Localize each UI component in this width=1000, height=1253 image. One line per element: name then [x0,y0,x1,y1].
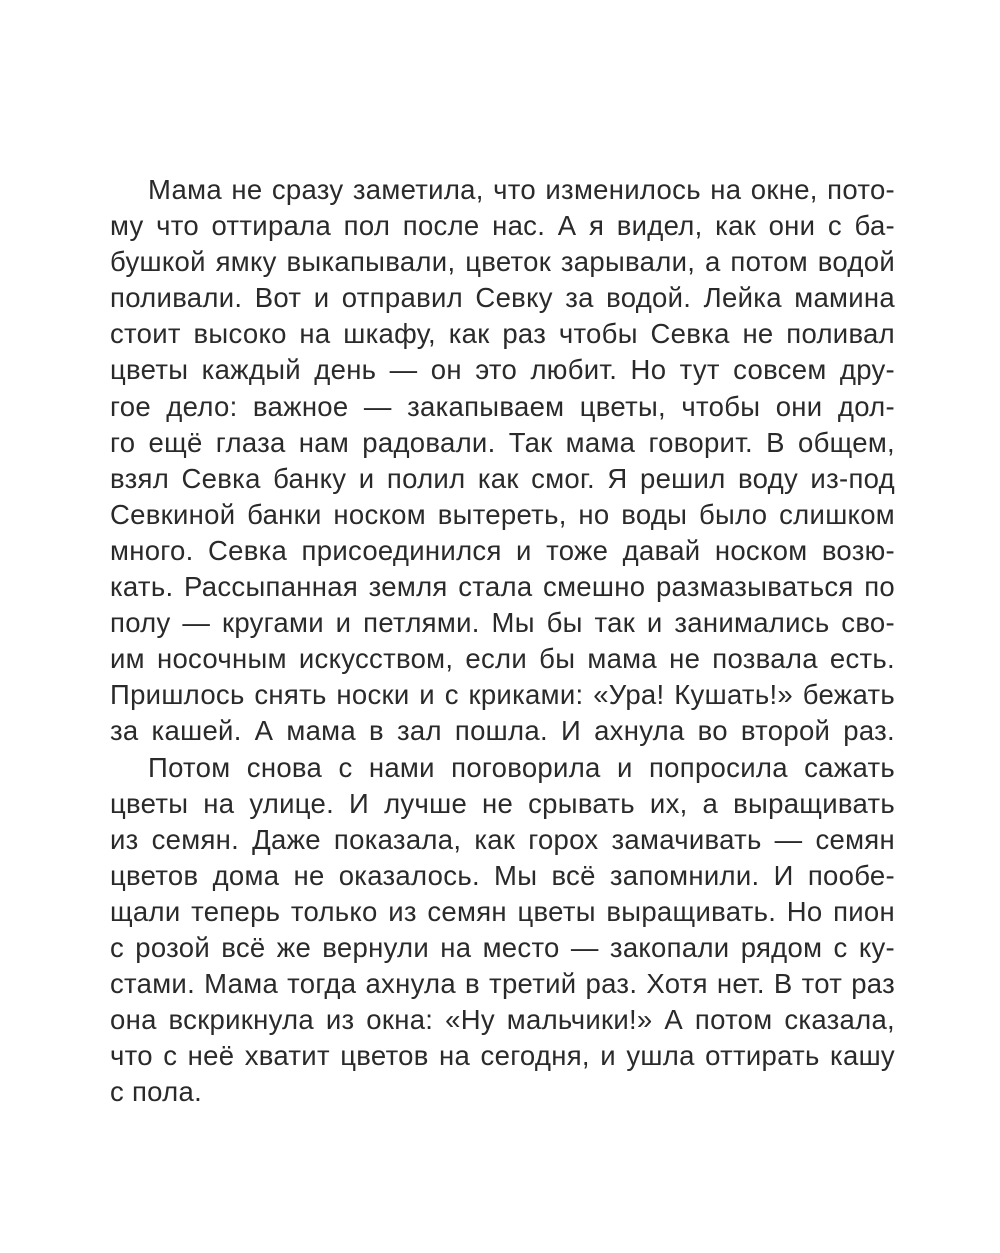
text-line: цветов дома не оказалось. Мы всё запомнили. И пообе- [110,859,895,891]
text-line: цветы на улице. И лучше не срывать их, а выращивать [110,787,895,819]
text-line: го ещё глаза нам радовали. Так мама говорит. В общем, [110,426,895,458]
text-line: Севкиной банки носком вытереть, но воды было слишком [110,498,895,530]
text-line: Пришлось снять носки и с криками: «Ура! Кушать!» бежать [110,679,895,711]
text-line: из семян. Даже показала, как горох замачивать — семян [110,823,895,855]
text-body [110,172,895,1110]
text-line: за кашей. А мама в зал пошла. И ахнула во второй раз. [110,715,895,747]
text-line: много. Севка присоединился и тоже давай носком возю- [110,534,895,566]
text-line: цветы каждый день — он это любит. Но тут совсем дру- [110,354,895,386]
text-line: взял Севка банку и полил как смог. Я решил воду из-под [110,462,895,494]
text-line: поливали. Вот и отправил Севку за водой. Лейка мамина [110,282,895,314]
text-line: им носочным искусством, если бы мама не позвала есть. [110,643,895,675]
paragraph-2 [110,750,895,1111]
text-line: с пола. [110,1076,203,1108]
paragraph-1 [110,172,895,750]
text-line: что с неё хватит цветов на сегодня, и ушла оттирать кашу [110,1040,895,1072]
text-line: бушкой ямку выкапывали, цветок зарывали, а потом водой [110,246,895,278]
text-line: гое дело: важное — закапываем цветы, чтобы они дол- [110,390,895,422]
text-line: стами. Мама тогда ахнула в третий раз. Хотя нет. В тот раз [110,968,895,1000]
text-line: с розой всё же вернули на место — закопали рядом с ку- [110,931,895,963]
text-line: кать. Рассыпанная земля стала смешно размазываться по [110,571,895,603]
text-line: Потом снова с нами поговорила и попросила сажать [148,751,895,783]
text-line: она вскрикнула из окна: «Ну мальчики!» А потом сказала, [110,1004,895,1036]
text-line: полу — кругами и петлями. Мы бы так и занимались сво- [110,607,895,639]
text-line: стоит высоко на шкафу, как раз чтобы Севка не поливал [110,318,895,350]
text-line: Мама не сразу заметила, что изменилось на окне, пото- [148,174,895,205]
text-line: щали теперь только из семян цветы выращивать. Но пион [110,895,895,927]
text-line: му что оттирала пол после нас. А я видел, как они с ба- [110,210,895,242]
